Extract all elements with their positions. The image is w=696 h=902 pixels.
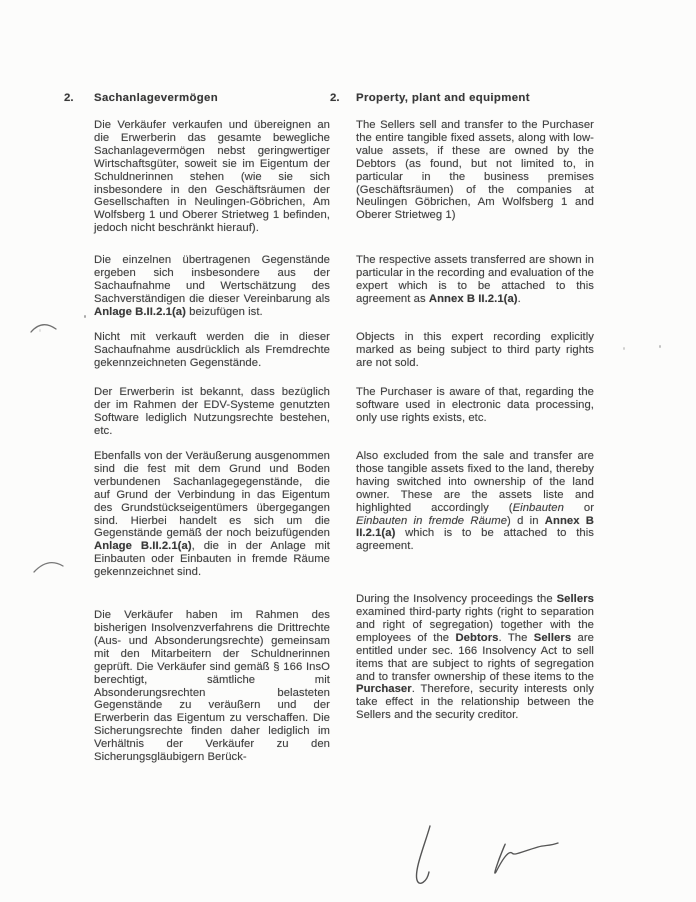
english-paragraph-4: The Purchaser is aware of that, regarding the software used in electronic data processing, only use rights exists, etc.	[356, 386, 594, 425]
german-paragraph-2: Die einzelnen übertragenen Gegenstände ergeben sich insbesondere aus der Sachaufnahme und Wertschätzung des Sachverständigen die dieser Vereinbarung als Anlage B.II.2.1(a) beizufügen ist.	[94, 254, 330, 318]
pen-arc-mark-icon	[31, 555, 67, 581]
german-heading: Sachanlagevermögen	[94, 92, 219, 104]
english-heading: Property, plant and equipment	[356, 92, 530, 104]
section-number-german: 2.	[64, 92, 74, 104]
english-paragraph-6: During the Insolvency proceedings the Sellers examined third-party rights (right to separation and right of segregation) together with the employees of the Debtors. The Sellers are entitled under sec. 166 Insolvency Act to sell items that are subject to rights of segregation and to transfer ownership of these items to the Purchaser. Therefore, security interests only take effect in the relationship between the Sellers and the security creditor.	[356, 593, 594, 722]
english-paragraph-2: The respective assets transferred are shown in particular in the recording and evaluation of the expert which is to be attached to this agreement as Annex B II.2.1(a).	[356, 254, 594, 305]
paragraph-row-2	[64, 254, 696, 319]
paragraph-row-6	[64, 593, 696, 764]
section-heading-row	[64, 92, 696, 105]
german-paragraph-3: Nicht mit verkauft werden die in dieser Sachaufnahme ausdrücklich als Fremdrechte gekennzeichneten Gegenstände.	[94, 330, 330, 369]
paragraph-row-5	[64, 450, 696, 579]
german-paragraph-6: Die Verkäufer haben im Rahmen des bisherigen Insolvenzverfahrens die Drittrechte (Aus- und Absonderungsrechte) gemeinsam mit den Mitarbeitern der Schuldnerinnen geprüft. Die Verkäufer sind gemäß § 166 InsO berechtigt, sämtliche mit Absonderungsrechten belasteten Gegenstände zu veräußern und der Erwerberin das Eigentum zu verschaffen. Die Sicherungsrechte finden daher lediglich im Verhältnis der Verkäufer zu den Sicherungsgläubigern Berück-	[94, 609, 330, 764]
paragraph-row-1	[64, 119, 696, 235]
scan-noise-specks	[84, 315, 86, 318]
two-column-contract-text	[64, 92, 696, 764]
english-paragraph-1: The Sellers sell and transfer to the Purchaser the entire tangible fixed assets, along with low-value assets, if these are owned by the Debtors (as found, but not limited to, in particular in the business premises (Geschäftsräumen) of the companies at Neulingen Göbrichen, Am Wolfsberg 1 and Oberer Strietweg 1)	[356, 119, 594, 222]
pen-arc-mark-icon	[29, 317, 59, 339]
handwritten-initials-icon	[398, 816, 598, 902]
german-paragraph-4: Der Erwerberin ist bekannt, dass bezüglich der im Rahmen der EDV-Systeme genutzten Software lediglich Nutzungsrechte bestehen, etc.	[94, 386, 330, 438]
german-paragraph-5: Ebenfalls von der Veräußerung ausgenommen sind die fest mit dem Grund und Boden verbundenen Sachanlagegegenstände, die auf Grund der Verbindung in das Eigentum des Grundstückseigentümers übergegangen sind. Hierbei handelt es sich um die Gegenstände gemäß der noch beizufügenden Anlage B.II.2.1(a), die in der Anlage mit Einbauten oder Einbauten in fremde Räume gekennzeichnet sind.	[94, 450, 330, 579]
paragraph-row-4	[64, 386, 696, 438]
paragraph-row-3	[64, 331, 696, 370]
section-number-english: 2.	[330, 92, 340, 104]
german-paragraph-1: Die Verkäufer verkaufen und übereignen an die Erwerberin das gesamte bewegliche Sachanlagevermögen nebst geringwertiger Wirtschaftsgüter, soweit sie im Eigentum der Schuldnerinnen stehen (wie sie sich insbesondere in den Geschäftsräumen der Gesellschaften in Neulingen-Göbrichen, Am Wolfsberg 1 und Oberer Strietweg 1 befinden, jedoch nicht beschränkt hierauf).	[94, 119, 330, 235]
english-paragraph-5: Also excluded from the sale and transfer are those tangible assets fixed to the land, thereby having switched into ownership of the land owner. These are the assets liste and highlighted accordingly (Einbauten or Einbauten in fremde Räume) d in Annex B II.2.1(a) which is to be attached to this agreement.	[356, 450, 595, 553]
english-paragraph-3: Objects in this expert recording explicitly marked as being subject to third party rights are not sold.	[356, 330, 594, 369]
